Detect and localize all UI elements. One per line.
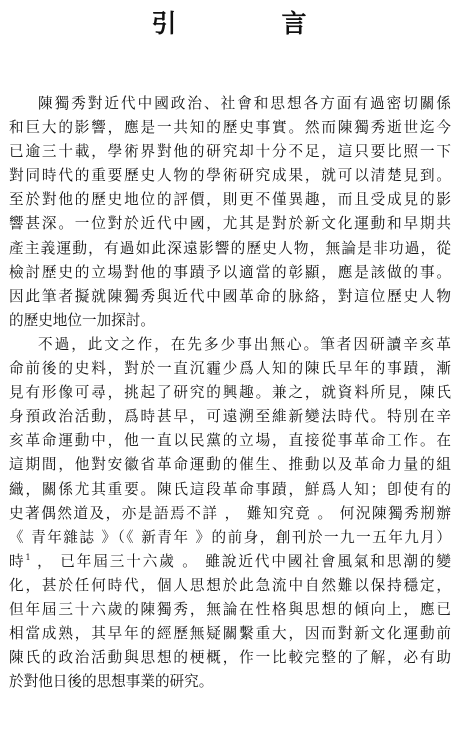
text-line: 命前後的史料，對於一直沉霾少爲人知的陳氏早年的事蹟，漸	[9, 360, 451, 378]
text-line: 的歷史地位一加探討。	[9, 311, 155, 329]
text-line: 《 青年雜誌 》（《 新青年 》的前身，創刊於一九一五年九月）	[9, 528, 451, 546]
text-line: 相當成熟，其早年的經歷無疑關繫重大，因而對新文化運動前	[9, 625, 451, 643]
text-fragment: ， 已年屆三十六歲 。 雖說近代中國社會風氣和思潮的變	[30, 552, 451, 570]
text-line: 史著偶然道及，亦是語焉不詳 ， 難知究竟 。 何況陳獨秀剏辦	[9, 504, 451, 522]
text-line: 產主義運動，有過如此深遠影響的歷史人物，無論是非功過，從	[9, 239, 451, 257]
text-line: 見有形像可尋，挑起了研究的興趣。兼之，就資料所見，陳氏	[9, 384, 451, 402]
text-line: 陳獨秀對近代中國政治、社會和思想各方面有過密切關係	[38, 95, 451, 112]
footnote-marker[interactable]: 1	[25, 552, 31, 562]
text-line-with-footnote	[9, 550, 451, 574]
page-title: 引 言	[151, 9, 347, 38]
text-line: 已逾三十載，學術界對他的研究却十分不足，這只要比照一下	[9, 143, 451, 161]
document-body	[9, 92, 451, 694]
text-line: 但年屆三十六歲的陳獨秀，無論在性格與思想的傾向上，應已	[9, 600, 451, 618]
text-line: 檢討歷史的立場對他的事蹟予以適當的彰顯，應是該做的事。	[9, 263, 451, 281]
text-line: 對同時代的重要歷史人物的學術研究成果，就可以清楚見到。	[9, 167, 451, 185]
text-line: 響甚深。一位對於近代中國，尤其是對於新文化運動和早期共	[9, 215, 451, 233]
text-line: 亥革命運動中，他一直以民黨的立場，直接從事革命工作。在	[9, 432, 451, 450]
text-line: 不過，此文之作，在先多少事出無心。筆者因研讀辛亥革	[38, 335, 451, 353]
text-line: 於對他日後的思想事業的研究。	[9, 673, 214, 691]
text-line: 因此筆者擬就陳獨秀與近代中國革命的脉絡，對這位歷史人物	[9, 287, 451, 305]
text-fragment: 時	[9, 552, 26, 570]
text-line: 化，甚於任何時代，個人思想於此急流中自然難以保持穩定，	[9, 576, 451, 594]
text-line: 至於對他的歷史地位的評價，則更不僅異趣，而且受成見的影	[9, 191, 451, 209]
text-line: 這期間，他對安徽省革命運動的催生、推動以及革命力量的組	[9, 456, 451, 474]
text-line: 陳氏的政治活動與思想的梗概，作一比較完整的了解，必有助	[9, 649, 451, 667]
text-line: 織，關係尤其重要。陳氏這段革命事蹟，鮮爲人知；卽使有的	[9, 480, 451, 498]
text-line: 身預政治活動，爲時甚早，可遠溯至維新變法時代。特別在辛	[9, 408, 451, 426]
text-line: 和巨大的影響，應是一共知的歷史事實。然而陳獨秀逝世迄今	[9, 119, 451, 137]
